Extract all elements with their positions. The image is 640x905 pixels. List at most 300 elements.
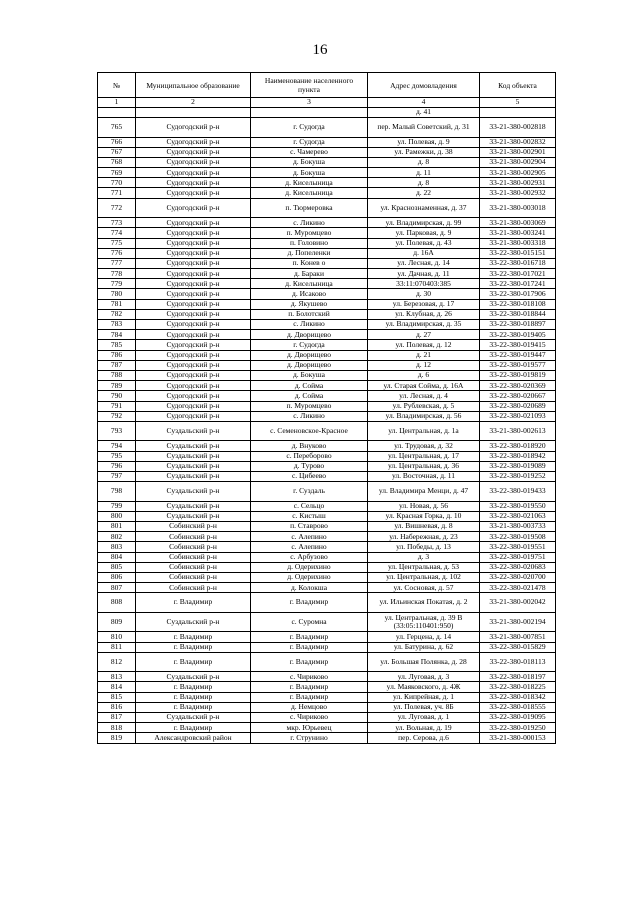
- object-code-cell: 33-22-380-018920: [480, 441, 556, 451]
- address-cell: ул. Ильинская Покатая, д. 2: [368, 593, 480, 613]
- address-cell: ул. Центральная, д. 1а: [368, 421, 480, 441]
- row-number: 780: [98, 289, 136, 299]
- object-code-cell: 33-22-380-020667: [480, 391, 556, 401]
- row-number: 797: [98, 471, 136, 481]
- row-number: 777: [98, 258, 136, 268]
- table-row: [98, 289, 556, 299]
- address-cell: ул. Полевая, д. 43: [368, 238, 480, 248]
- address-cell: ул. Полевая, уч. 8Б: [368, 702, 480, 712]
- row-number: 766: [98, 137, 136, 147]
- object-code-cell: 33-22-380-019819: [480, 370, 556, 380]
- municipality-cell: Александровский район: [136, 733, 251, 743]
- settlement-cell: д. Бокуша: [251, 157, 368, 167]
- table-row: [98, 632, 556, 642]
- table-row: [98, 672, 556, 682]
- row-number: 818: [98, 723, 136, 733]
- continuation-row: [98, 108, 556, 118]
- address-cell: д. 16А: [368, 248, 480, 258]
- settlement-cell: п. Конев о: [251, 258, 368, 268]
- object-code-cell: 33-22-380-015151: [480, 248, 556, 258]
- settlement-cell: г. Владимир: [251, 593, 368, 613]
- table-row: [98, 118, 556, 138]
- settlement-cell: п. Головино: [251, 238, 368, 248]
- municipality-cell: Собинский р-н: [136, 532, 251, 542]
- address-cell: ул. Владимирская, д. 56: [368, 411, 480, 421]
- settlement-cell: г. Судогда: [251, 118, 368, 138]
- settlement-cell: д. Исаково: [251, 289, 368, 299]
- address-cell: д. 3: [368, 552, 480, 562]
- address-cell: ул. Луговая, д. 3: [368, 672, 480, 682]
- settlement-cell: с. Сельцо: [251, 501, 368, 511]
- row-number: 815: [98, 692, 136, 702]
- municipality-cell: Судогодский р-н: [136, 360, 251, 370]
- object-code-cell: 33-22-380-021093: [480, 411, 556, 421]
- municipality-cell: Суздальский р-н: [136, 612, 251, 632]
- address-cell: ул. Старая Сойма, д. 16А: [368, 381, 480, 391]
- address-cell: ул. Маяковского, д. 4Ж: [368, 682, 480, 692]
- settlement-cell: с. Чириково: [251, 712, 368, 722]
- settlement-cell: с. Арбузово: [251, 552, 368, 562]
- row-number: 811: [98, 642, 136, 652]
- settlement-cell: г. Судогда: [251, 340, 368, 350]
- table-row: [98, 391, 556, 401]
- municipality-cell: Судогодский р-н: [136, 309, 251, 319]
- municipality-cell: г. Владимир: [136, 652, 251, 672]
- table-row: [98, 702, 556, 712]
- table-row: [98, 461, 556, 471]
- row-number: 784: [98, 330, 136, 340]
- municipality-cell: Судогодский р-н: [136, 137, 251, 147]
- municipality-cell: Суздальский р-н: [136, 672, 251, 682]
- row-number: 794: [98, 441, 136, 451]
- object-code-cell: 33-21-380-002818: [480, 118, 556, 138]
- settlement-cell: д. Бокуша: [251, 168, 368, 178]
- row-number: 795: [98, 451, 136, 461]
- municipality-cell: Суздальский р-н: [136, 482, 251, 502]
- address-cell: ул. Лесная, д. 14: [368, 258, 480, 268]
- object-code-cell: 33-22-380-019577: [480, 360, 556, 370]
- address-cell: ул. Краснознаменная, д. 37: [368, 198, 480, 218]
- table-row: [98, 501, 556, 511]
- row-number: 790: [98, 391, 136, 401]
- address-cell: ул. Рублевская, д. 5: [368, 401, 480, 411]
- header-settlement: Наименование населенного пункта: [251, 73, 368, 98]
- row-number: 775: [98, 238, 136, 248]
- object-code-cell: 33-22-380-018555: [480, 702, 556, 712]
- address-cell: ул. Полевая, д. 12: [368, 340, 480, 350]
- row-number: 770: [98, 178, 136, 188]
- table-row: [98, 269, 556, 279]
- row-number: 796: [98, 461, 136, 471]
- settlement-cell: г. Владимир: [251, 642, 368, 652]
- address-cell: ул. Полевая, д. 9: [368, 137, 480, 147]
- object-code-cell: 33-21-380-000153: [480, 733, 556, 743]
- table-row: [98, 228, 556, 238]
- row-number: 816: [98, 702, 136, 712]
- column-index: 2: [136, 98, 251, 108]
- settlement-cell: д. Бараки: [251, 269, 368, 279]
- header-object-code: Код объекта: [480, 73, 556, 98]
- table-row: [98, 360, 556, 370]
- address-cell: д. 12: [368, 360, 480, 370]
- row-number: 782: [98, 309, 136, 319]
- address-cell: ул. Герцена, д. 14: [368, 632, 480, 642]
- address-cell: ул. Владимирская, д. 35: [368, 320, 480, 330]
- settlement-cell: д. Киселыница: [251, 188, 368, 198]
- settlement-cell: д. Турово: [251, 461, 368, 471]
- municipality-cell: Судогодский р-н: [136, 238, 251, 248]
- municipality-cell: Суздальский р-н: [136, 441, 251, 451]
- table-row: [98, 168, 556, 178]
- municipality-cell: Суздальский р-н: [136, 451, 251, 461]
- address-cell: ул. Трудовая, д. 32: [368, 441, 480, 451]
- settlement-cell: с. Ликино: [251, 320, 368, 330]
- row-number: 788: [98, 370, 136, 380]
- row-number: 798: [98, 482, 136, 502]
- object-code-cell: 33-22-380-021063: [480, 511, 556, 521]
- object-code-cell: 33-21-380-007851: [480, 632, 556, 642]
- row-number: 792: [98, 411, 136, 421]
- address-cell: д. 8: [368, 178, 480, 188]
- object-code-cell: 33-21-380-002194: [480, 612, 556, 632]
- settlement-cell: д. Одерихино: [251, 572, 368, 582]
- object-code-cell: 33-22-380-017021: [480, 269, 556, 279]
- object-code-cell: 33-22-380-019751: [480, 552, 556, 562]
- address-cell: ул. Набережная, д. 23: [368, 532, 480, 542]
- row-number: 804: [98, 552, 136, 562]
- settlement-cell: с. Цибеево: [251, 471, 368, 481]
- municipality-cell: Судогодский р-н: [136, 289, 251, 299]
- table-row: [98, 137, 556, 147]
- settlement-cell: д. Дворищево: [251, 360, 368, 370]
- table-row: [98, 583, 556, 593]
- row-number: 819: [98, 733, 136, 743]
- table-row: [98, 542, 556, 552]
- settlement-cell: г. Владимир: [251, 632, 368, 642]
- column-index: 5: [480, 98, 556, 108]
- row-number: 783: [98, 320, 136, 330]
- address-cell: д. 22: [368, 188, 480, 198]
- municipality-cell: Судогодский р-н: [136, 330, 251, 340]
- municipality-cell: г. Владимир: [136, 692, 251, 702]
- municipality-cell: Судогодский р-н: [136, 320, 251, 330]
- continuation-cell: [251, 108, 368, 118]
- address-cell: ул. Владимира Менци, д. 47: [368, 482, 480, 502]
- address-cell: ул. Батурина, д. 62: [368, 642, 480, 652]
- address-cell: ул. Новая, д. 56: [368, 501, 480, 511]
- address-cell: д. 21: [368, 350, 480, 360]
- page-number: 16: [312, 42, 328, 58]
- object-code-cell: 33-21-380-003241: [480, 228, 556, 238]
- table-row: [98, 471, 556, 481]
- row-number: 772: [98, 198, 136, 218]
- address-cell: ул. Кипрейная, д. 1: [368, 692, 480, 702]
- row-number: 800: [98, 511, 136, 521]
- object-code-cell: 33-22-380-019405: [480, 330, 556, 340]
- municipality-cell: г. Владимир: [136, 702, 251, 712]
- row-number: 801: [98, 522, 136, 532]
- object-code-cell: 33-21-380-002042: [480, 593, 556, 613]
- table-row: [98, 238, 556, 248]
- table-row: [98, 642, 556, 652]
- settlement-cell: г. Владимир: [251, 652, 368, 672]
- object-code-cell: 33-22-380-019551: [480, 542, 556, 552]
- table-row: [98, 178, 556, 188]
- row-number: 776: [98, 248, 136, 258]
- municipality-cell: Собинский р-н: [136, 542, 251, 552]
- table-row: [98, 218, 556, 228]
- object-code-cell: 33-22-380-020700: [480, 572, 556, 582]
- address-cell: ул. Дачная, д. 11: [368, 269, 480, 279]
- settlement-cell: с. Семеновское-Красное: [251, 421, 368, 441]
- municipality-cell: Судогодский р-н: [136, 299, 251, 309]
- table-row: [98, 309, 556, 319]
- municipality-cell: г. Владимир: [136, 642, 251, 652]
- municipality-cell: Судогодский р-н: [136, 269, 251, 279]
- municipality-cell: Собинский р-н: [136, 572, 251, 582]
- object-code-cell: 33-21-380-003318: [480, 238, 556, 248]
- settlement-cell: мкр. Юрьевец: [251, 723, 368, 733]
- object-code-cell: 33-22-380-019252: [480, 471, 556, 481]
- municipality-cell: Судогодский р-н: [136, 248, 251, 258]
- address-cell: ул. Большая Полянка, д. 28: [368, 652, 480, 672]
- row-number: 813: [98, 672, 136, 682]
- table-row: [98, 258, 556, 268]
- address-cell: ул. Клубная, д. 26: [368, 309, 480, 319]
- continuation-cell: [480, 108, 556, 118]
- municipality-cell: Собинский р-н: [136, 583, 251, 593]
- municipality-cell: г. Владимир: [136, 723, 251, 733]
- municipality-cell: Суздальский р-н: [136, 501, 251, 511]
- object-code-cell: 33-21-380-003733: [480, 522, 556, 532]
- table-row: [98, 441, 556, 451]
- object-code-cell: 33-21-380-003069: [480, 218, 556, 228]
- municipality-cell: Собинский р-н: [136, 562, 251, 572]
- address-cell: ул. Парковая, д. 9: [368, 228, 480, 238]
- table-row: [98, 299, 556, 309]
- table-row: [98, 147, 556, 157]
- table-row: [98, 532, 556, 542]
- table-row: [98, 593, 556, 613]
- address-cell: ул. Центральная, д. 39 В (33:05:110401:950): [368, 612, 480, 632]
- row-number: 778: [98, 269, 136, 279]
- municipality-cell: Суздальский р-н: [136, 712, 251, 722]
- address-cell: д. 30: [368, 289, 480, 299]
- row-number: 786: [98, 350, 136, 360]
- settlement-cell: д. Дворищево: [251, 350, 368, 360]
- municipality-cell: Судогодский р-н: [136, 218, 251, 228]
- row-number: 814: [98, 682, 136, 692]
- object-code-cell: 33-21-380-002932: [480, 188, 556, 198]
- object-code-cell: 33-22-380-016718: [480, 258, 556, 268]
- header-address: Адрес домовладения: [368, 73, 480, 98]
- municipality-cell: Суздальский р-н: [136, 461, 251, 471]
- settlement-cell: д. Киселыница: [251, 279, 368, 289]
- object-code-cell: 33-22-380-020689: [480, 401, 556, 411]
- address-cell: 33:11:070403:385: [368, 279, 480, 289]
- object-code-cell: 33-21-380-002904: [480, 157, 556, 167]
- object-code-cell: 33-22-380-018897: [480, 320, 556, 330]
- municipality-cell: Судогодский р-н: [136, 411, 251, 421]
- municipality-cell: г. Владимир: [136, 682, 251, 692]
- municipality-cell: Суздальский р-н: [136, 471, 251, 481]
- row-number: 789: [98, 381, 136, 391]
- row-number: 803: [98, 542, 136, 552]
- settlement-cell: д. Попеленки: [251, 248, 368, 258]
- object-code-cell: 33-22-380-018108: [480, 299, 556, 309]
- object-code-cell: 33-22-380-019089: [480, 461, 556, 471]
- settlement-cell: с. Алепино: [251, 532, 368, 542]
- row-number: 807: [98, 583, 136, 593]
- column-index: 3: [251, 98, 368, 108]
- settlement-cell: д. Колокша: [251, 583, 368, 593]
- settlement-cell: с. Алепино: [251, 542, 368, 552]
- address-cell: д. 6: [368, 370, 480, 380]
- settlement-cell: д. Одерихино: [251, 562, 368, 572]
- object-code-cell: 33-21-380-002905: [480, 168, 556, 178]
- object-code-cell: 33-22-380-015829: [480, 642, 556, 652]
- object-code-cell: 33-22-380-019447: [480, 350, 556, 360]
- address-cell: ул. Центральная, д. 53: [368, 562, 480, 572]
- row-number: 799: [98, 501, 136, 511]
- table-header-row: [98, 73, 556, 98]
- object-code-cell: 33-22-380-017241: [480, 279, 556, 289]
- object-code-cell: 33-22-380-020683: [480, 562, 556, 572]
- object-code-cell: 33-22-380-019095: [480, 712, 556, 722]
- table-row: [98, 572, 556, 582]
- municipality-cell: Судогодский р-н: [136, 147, 251, 157]
- municipality-cell: Собинский р-н: [136, 522, 251, 532]
- object-code-cell: 33-21-380-002931: [480, 178, 556, 188]
- row-number: 767: [98, 147, 136, 157]
- settlement-cell: г. Владимир: [251, 682, 368, 692]
- object-code-cell: 33-22-380-017906: [480, 289, 556, 299]
- address-cell: ул. Центральная, д. 17: [368, 451, 480, 461]
- header-municipality: Муниципальное образование: [136, 73, 251, 98]
- municipality-cell: Судогодский р-н: [136, 340, 251, 350]
- address-cell: ул. Центральная, д. 102: [368, 572, 480, 582]
- address-cell: пер. Малый Советский, д. 31: [368, 118, 480, 138]
- row-number: 817: [98, 712, 136, 722]
- settlement-cell: д. Бокуша: [251, 370, 368, 380]
- continuation-cell: [98, 108, 136, 118]
- table-row: [98, 482, 556, 502]
- object-code-cell: 33-22-380-018844: [480, 309, 556, 319]
- municipality-cell: Судогодский р-н: [136, 228, 251, 238]
- row-number: 773: [98, 218, 136, 228]
- table-row: [98, 692, 556, 702]
- address-cell: ул. Сосновая, д. 57: [368, 583, 480, 593]
- row-number: 779: [98, 279, 136, 289]
- settlement-cell: п. Болотский: [251, 309, 368, 319]
- row-number: 785: [98, 340, 136, 350]
- object-code-cell: 33-21-380-002613: [480, 421, 556, 441]
- object-code-cell: 33-22-380-021478: [480, 583, 556, 593]
- address-cell: ул. Победы, д. 13: [368, 542, 480, 552]
- address-cell: ул. Центральная, д. 36: [368, 461, 480, 471]
- settlement-cell: д. Якушево: [251, 299, 368, 309]
- table-row: [98, 350, 556, 360]
- object-code-cell: 33-22-380-018225: [480, 682, 556, 692]
- row-number: 810: [98, 632, 136, 642]
- table-row: [98, 157, 556, 167]
- row-number: 812: [98, 652, 136, 672]
- row-number: 771: [98, 188, 136, 198]
- table-row: [98, 511, 556, 521]
- municipality-cell: Судогодский р-н: [136, 118, 251, 138]
- table-row: [98, 723, 556, 733]
- table-row: [98, 552, 556, 562]
- object-code-cell: 33-21-380-002901: [480, 147, 556, 157]
- row-number: 809: [98, 612, 136, 632]
- address-cell: пер. Серова, д.6: [368, 733, 480, 743]
- settlement-cell: с. Ликино: [251, 218, 368, 228]
- settlement-cell: д. Сойма: [251, 381, 368, 391]
- municipality-cell: Судогодский р-н: [136, 188, 251, 198]
- municipality-cell: г. Владимир: [136, 593, 251, 613]
- settlement-cell: с. Кистыш: [251, 511, 368, 521]
- settlement-cell: п. Тюрмеровка: [251, 198, 368, 218]
- column-index: 1: [98, 98, 136, 108]
- table-row: [98, 652, 556, 672]
- settlement-cell: п. Муромцево: [251, 401, 368, 411]
- table-row: [98, 279, 556, 289]
- settlement-cell: с. Суромна: [251, 612, 368, 632]
- address-cell: ул. Березовая, д. 17: [368, 299, 480, 309]
- municipality-cell: Судогодский р-н: [136, 350, 251, 360]
- row-number: 781: [98, 299, 136, 309]
- registry-table: [97, 72, 556, 744]
- table-row: [98, 330, 556, 340]
- row-number: 774: [98, 228, 136, 238]
- continuation-cell: [136, 108, 251, 118]
- row-number: 806: [98, 572, 136, 582]
- header-number: №: [98, 73, 136, 98]
- object-code-cell: 33-22-380-019550: [480, 501, 556, 511]
- settlement-cell: г. Суздаль: [251, 482, 368, 502]
- object-code-cell: 33-22-380-018197: [480, 672, 556, 682]
- table-row: [98, 198, 556, 218]
- settlement-cell: п. Муромцево: [251, 228, 368, 238]
- row-number: 787: [98, 360, 136, 370]
- table-row: [98, 733, 556, 743]
- address-cell: ул. Вольная, д. 19: [368, 723, 480, 733]
- row-number: 808: [98, 593, 136, 613]
- column-index: 4: [368, 98, 480, 108]
- settlement-cell: д. Сойма: [251, 391, 368, 401]
- row-number: 769: [98, 168, 136, 178]
- municipality-cell: Судогодский р-н: [136, 168, 251, 178]
- settlement-cell: д. Киселыница: [251, 178, 368, 188]
- municipality-cell: Судогодский р-н: [136, 198, 251, 218]
- address-cell: ул. Владимирская, д. 99: [368, 218, 480, 228]
- municipality-cell: Судогодский р-н: [136, 279, 251, 289]
- municipality-cell: Судогодский р-н: [136, 370, 251, 380]
- settlement-cell: д. Дворищево: [251, 330, 368, 340]
- object-code-cell: 33-22-380-019415: [480, 340, 556, 350]
- address-cell: д. 8: [368, 157, 480, 167]
- municipality-cell: Судогодский р-н: [136, 391, 251, 401]
- table-row: [98, 712, 556, 722]
- settlement-cell: п. Ставрово: [251, 522, 368, 532]
- object-code-cell: 33-22-380-019508: [480, 532, 556, 542]
- municipality-cell: г. Владимир: [136, 632, 251, 642]
- table-row: [98, 562, 556, 572]
- settlement-cell: д. Немцово: [251, 702, 368, 712]
- address-cell: ул. Лесная, д. 4: [368, 391, 480, 401]
- table-row: [98, 188, 556, 198]
- table-row: [98, 401, 556, 411]
